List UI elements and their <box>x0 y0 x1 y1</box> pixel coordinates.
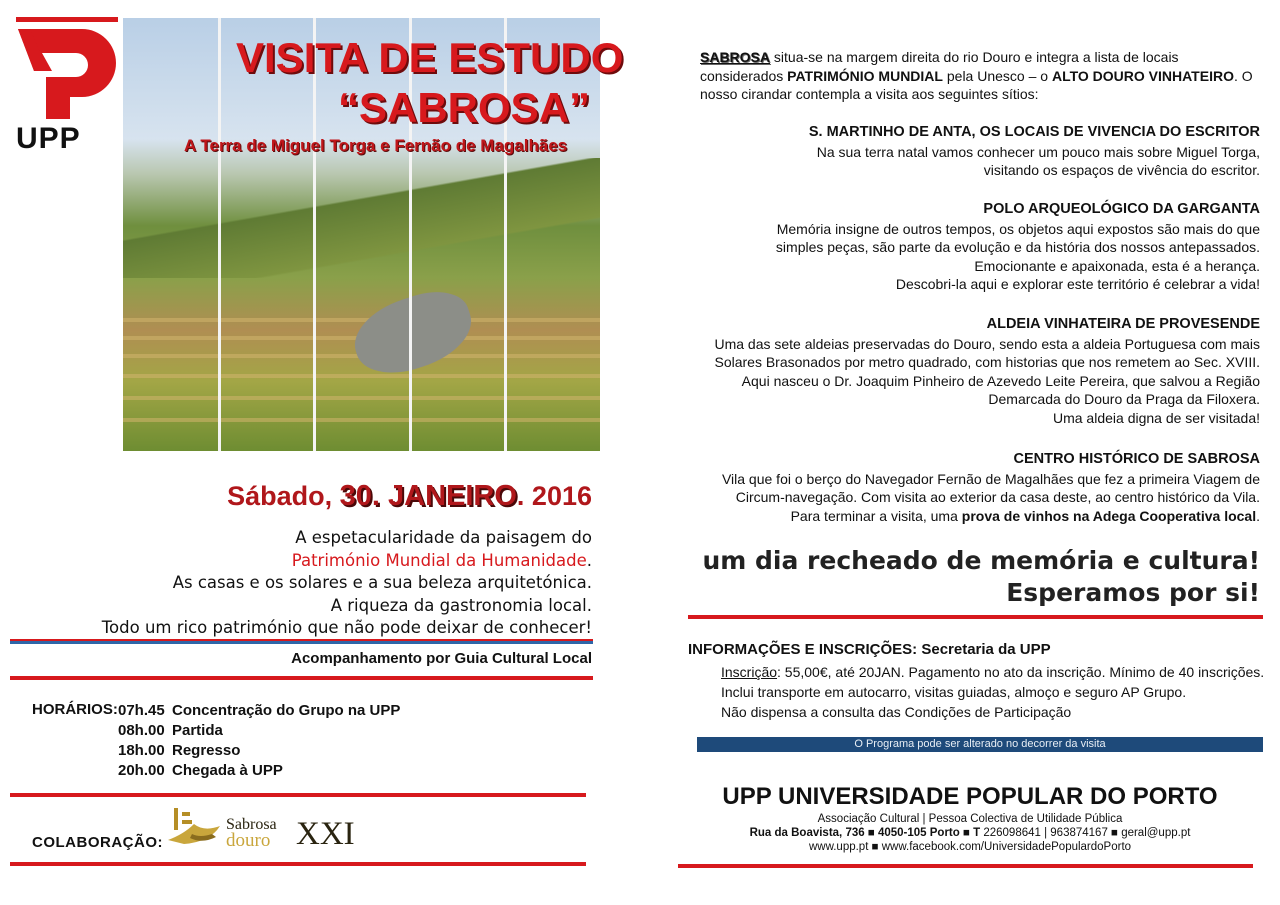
collab-word-douro: douro <box>226 830 271 851</box>
section-line: Uma aldeia digna de ser visitada! <box>1052 409 1260 426</box>
section-line: Uma das sete aldeias preservadas do Douro, sendo esta a aldeia Portuguesa com mais <box>714 335 1260 352</box>
section-line: Solares Brasonados por metro quadrado, com historias que nos remetem ao Sec. XVIII. <box>714 354 1260 370</box>
org-line: Rua da Boavista, 736 ■ 4050-105 Porto ■ T 226098641 | 963874167 ■ geral@upp.pt <box>749 827 1191 839</box>
section-line: Na sua terra natal vamos conhecer um pouco mais sobre Miguel Torga, <box>816 143 1260 160</box>
info-line: Inclui transporte em autocarro, visitas guiadas, almoço e seguro AP Grupo. <box>721 684 1187 700</box>
intro-sabrosa: SABROSA <box>700 49 771 65</box>
info-line: Não dispensa a consulta das Condições de Participação <box>721 704 1072 720</box>
section-heading: POLO ARQUEOLÓGICO DA GARGANTA <box>983 201 1260 217</box>
event-date <box>227 480 592 513</box>
section-line: Descobri-la aqui e explorar este território é celebrar a vida! <box>895 276 1260 292</box>
schedule-label: HORÁRIOS: <box>32 701 118 718</box>
divider-red <box>678 864 1253 868</box>
schedule-row: 07h.45 Concentração do Grupo na UPP <box>118 702 401 719</box>
schedule-row: 18h.00 Regresso <box>118 742 241 759</box>
info-label: Inscrição <box>721 664 778 680</box>
registration-info <box>721 662 1264 722</box>
intro-highlight: Património Mundial da Humanidade <box>291 550 587 570</box>
schedule-table <box>118 701 400 781</box>
divider-red <box>688 615 1263 619</box>
schedule-row: 08h.00 Partida <box>118 722 223 739</box>
info-line: Inscrição: 55,00€, até 20JAN. Pagamento no ato da inscrição. Mínimo de 40 inscrições. <box>721 664 1265 680</box>
divider-blue <box>10 641 593 644</box>
date-weekday: Sábado, <box>227 481 340 511</box>
collaboration-label: COLABORAÇÃO: <box>32 834 163 851</box>
section-line: Memória insigne de outros tempos, os objetos aqui expostos são mais do que <box>776 220 1260 237</box>
section-line: Para terminar a visita, uma prova de vinhos na Adega Cooperativa local. <box>790 507 1260 524</box>
logo-text: UPP <box>16 122 81 155</box>
section-s-martinho <box>690 123 1260 180</box>
tagline-line-2: Esperamos por si! <box>1006 578 1260 607</box>
section-line: Emocionante e apaixonada, esta é a herança. <box>974 257 1260 274</box>
org-name: UPP UNIVERSIDADE POPULAR DO PORTO <box>722 783 1218 810</box>
section-line: simples peças, são parte da evolução e da história dos nossos antepassados. <box>775 239 1260 255</box>
section-line: visitando os espaços de vivência do escritor. <box>983 162 1260 178</box>
douro-landscape-photo <box>123 18 600 451</box>
intro-line: As casas e os solares e a sua beleza arquitetónica. <box>172 573 592 592</box>
divider-red <box>10 793 586 797</box>
title-line-2: “SABROSA” <box>338 84 591 131</box>
subtitle: A Terra de Miguel Torga e Fernão de Magalhães <box>184 136 568 155</box>
sabrosa-intro: SABROSA situa-se na margem direita do rio Douro e integra a lista de locais considerados PATRIMÓNIO MUNDIAL pela Unesco – o ALTO DOURO VINHATEIRO. O nosso cirandar contempla a visita aos seguintes sítios: <box>700 49 1253 102</box>
tagline-line-1: um dia recheado de memória e cultura! <box>702 546 1260 575</box>
section-line: Aqui nasceu o Dr. Joaquim Pinheiro de Azevedo Leite Pereira, que salvou a Região <box>741 372 1260 389</box>
org-line: www.upp.pt ■ www.facebook.com/UniversidadePopulardoPorto <box>808 841 1132 853</box>
section-heading: ALDEIA VINHATEIRA DE PROVESENDE <box>986 316 1260 332</box>
title-line-1: VISITA DE ESTUDO <box>236 34 624 81</box>
tagline <box>690 545 1260 609</box>
date-day-month: 30. JANEIRO <box>339 480 517 512</box>
section-heading: S. MARTINHO DE ANTA, OS LOCAIS DE VIVENCIA DO ESCRITOR <box>808 124 1260 140</box>
org-details <box>680 812 1260 854</box>
org-line: Associação Cultural | Pessoa Colectiva de Utilidade Pública <box>817 813 1123 825</box>
collab-word-xxi: XXI <box>296 816 355 852</box>
intro-line: Todo um rico património que não pode deixar de conhecer! <box>101 618 592 637</box>
divider-red <box>10 676 593 680</box>
info-heading: INFORMAÇÕES E INSCRIÇÕES: Secretaria da UPP <box>688 641 1051 658</box>
section-line: Circum-navegação. Com visita ao exterior da casa deste, ao centro histórico da Vila. <box>735 489 1260 505</box>
intro-line: A riqueza da gastronomia local. <box>330 595 592 615</box>
schedule-row: 20h.00 Chegada à UPP <box>118 762 283 779</box>
section-provesende <box>690 315 1260 427</box>
section-centro-historico <box>690 450 1260 525</box>
intro-text <box>32 527 592 640</box>
date-year: . 2016 <box>516 481 592 511</box>
section-polo-arqueologico <box>690 200 1260 294</box>
collab-word-sabrosa: Sabrosa <box>226 816 277 833</box>
program-notice-bar: O Programa pode ser alterado no decorrer da visita <box>697 737 1263 752</box>
intro-line: Património Mundial da Humanidade. <box>291 550 592 570</box>
section-heading: CENTRO HISTÓRICO DE SABROSA <box>1013 451 1260 467</box>
section-line: Vila que foi o berço do Navegador Fernão de Magalhães que fez a primeira Viagem de <box>721 470 1260 487</box>
guide-note: Acompanhamento por Guia Cultural Local <box>291 650 592 667</box>
intro-line: A espetacularidade da paisagem do <box>295 528 592 547</box>
divider-red <box>10 862 586 866</box>
section-line: Demarcada do Douro da Praga da Filoxera. <box>988 391 1260 407</box>
